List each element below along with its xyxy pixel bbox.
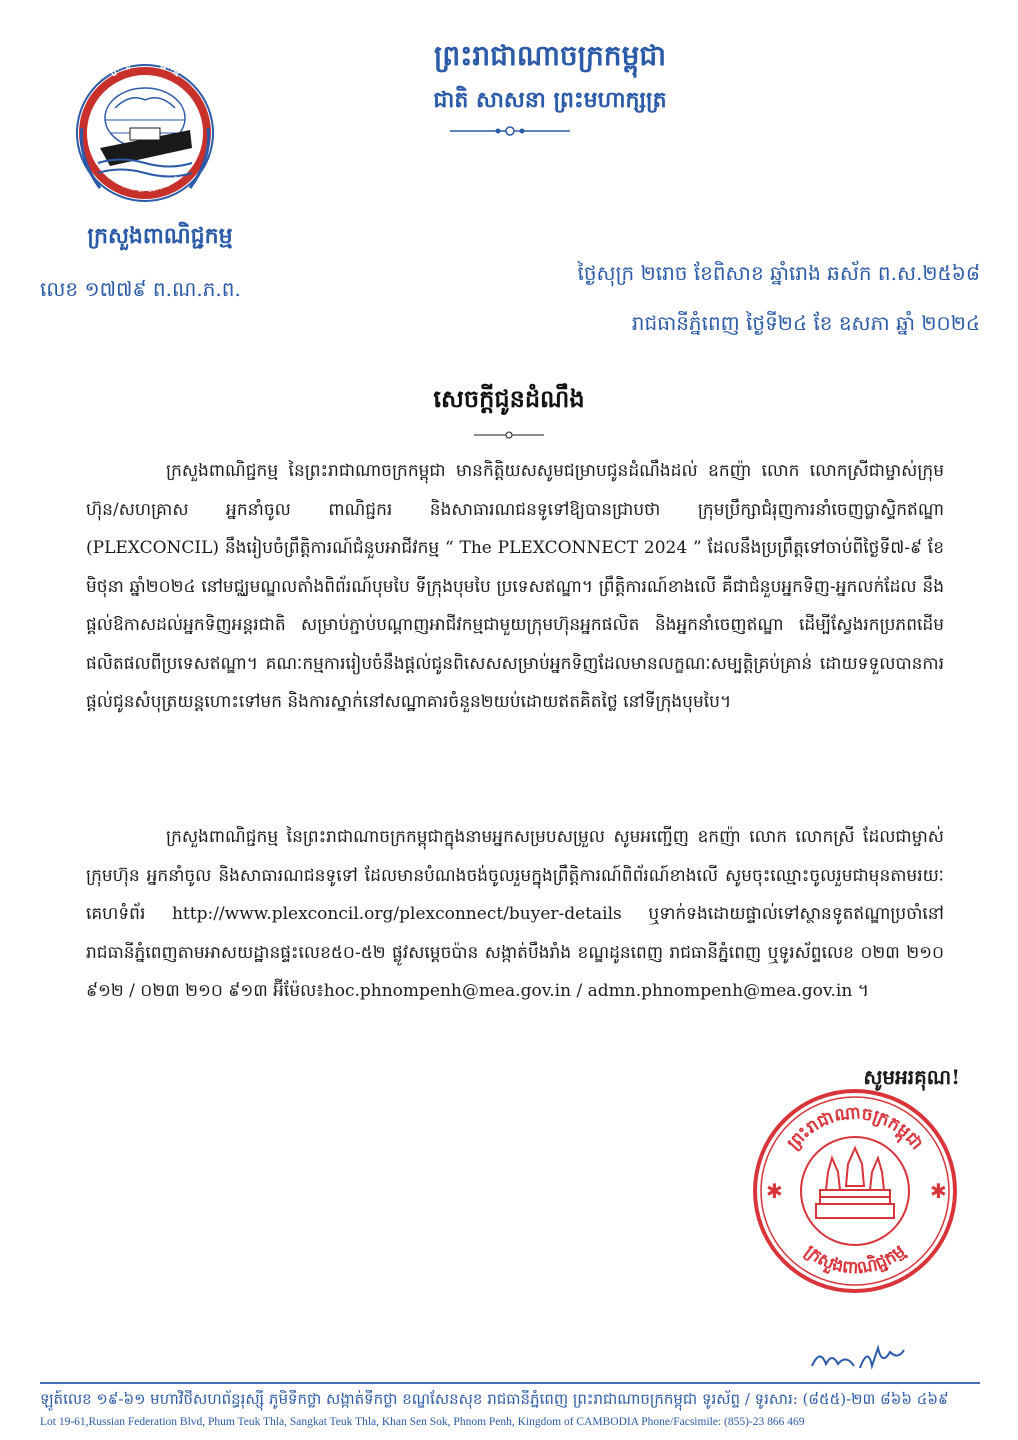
lunar-date: ថ្ងៃសុក្រ ២រោច ខែពិសាខ ឆ្នាំរោង ឆស័ក ព.ស.២៥៦៨ xyxy=(577,261,980,285)
solar-date: រាជធានីភ្នំពេញ ថ្ងៃទី២៤ ខែ ឧសភា ឆ្នាំ ២០២៤ xyxy=(631,311,980,335)
title-ornament-icon xyxy=(474,430,544,440)
body-paragraph-1: ក្រសួងពាណិជ្ជកម្ម នៃព្រះរាជាណាចក្រកម្ពុជា មានកិត្តិយសសូមជម្រាបជូនដំណឹងដល់ ឧកញ៉ា លោក លោកស្រីជាម្ចាស់ក្រុមហ៊ុន/សហគ្រាស អ្នកនាំចូល ពាណិជ្ជករ និងសាធារណជនទូទៅឱ្យបានជ្រាបថា ក្រុមប្រឹក្សាជំរុញការនាំចេញប្លាស្ទិកឥណ្ឌា (PLEXCONCIL) នឹងរៀបចំព្រឹត្តិការណ៍ជំនួបអាជីវកម្ម “ The PLEXCONNECT 2024 ” ដែលនឹងប្រព្រឹត្តទៅចាប់ពីថ្ងៃទី៧-៩ ខែមិថុនា ឆ្នាំ២០២៤ នៅមជ្ឈមណ្ឌលតាំងពិព័រណ៍បុមបៃ ទីក្រុងបុមបៃ ប្រទេសឥណ្ឌា។ ព្រឹត្តិការណ៍ខាងលើ គឺជាជំនួបអ្នកទិញ-អ្នកលក់ដែល នឹងផ្ដល់ឱកាសដល់អ្នកទិញអន្តរជាតិ សម្រាប់ភ្ជាប់បណ្ដាញអាជីវកម្មជាមួយក្រុមហ៊ុនអ្នកផលិត និងអ្នកនាំចេញឥណ្ឌា ដើម្បីស្វែងរកប្រភពដើមផលិតផលពីប្រទេសឥណ្ឌា។ គណៈកម្មការរៀបចំនឹងផ្ដល់ជូនពិសេសសម្រាប់អ្នកទិញដែលមានលក្ខណៈសម្បត្តិគ្រប់គ្រាន់ ដោយទទួលបានការផ្ដល់ជូនសំបុត្រយន្តហោះទៅមក និងការស្នាក់នៅសណ្ឋាគារចំនួន២យប់ដោយឥតគិតថ្លៃ នៅទីក្រុងបុមបៃ។ xyxy=(86,461,944,712)
body-paragraph-2: ក្រសួងពាណិជ្ជកម្ម នៃព្រះរាជាណាចក្រកម្ពុជាក្នុងនាមអ្នកសម្របសម្រួល សូមអញ្ជើញ ឧកញ៉ា លោក លោកស្រី ដែលជាម្ចាស់ក្រុមហ៊ុន អ្នកនាំចូល និងសាធារណជនទូទៅ ដែលមានបំណងចង់ចូលរួមក្នុងព្រឹត្តិការណ៍ពិព័រណ៍ខាងលើ សូមចុះឈ្មោះចូលរួមជាមុនតាមរយៈគេហទំព័រ http://www.plexconcil.org/plexconnect/buyer-details ឬទាក់ទងដោយផ្ទាល់ទៅស្ថានទូតឥណ្ឌាប្រចាំនៅរាជធានីភ្នំពេញតាមអាសយដ្ឋានផ្ទះលេខ៥០-៥២ ផ្លូវសម្ដេចប៉ាន សង្កាត់បឹងរាំង ខណ្ឌដូនពេញ រាជធានីភ្នំពេញ ឬទូរស័ព្ទលេខ ០២៣ ២១០ ៩១២ / ០២៣ ២១០ ៩១៣ អ៊ីម៉ែល៖hoc.phnompenh@mea.gov.in / admn.phnompenh@mea.gov.in ។ xyxy=(86,827,944,1001)
footer-address-khmer: ឡូត៍លេខ ១៩-៦១ មហាវិថីសហព័ន្ធរុស្ស៊ី ភូមិទឹកថ្លា សង្កាត់ទឹកថ្លា ខណ្ឌសែនសុខ រាជធានីភ្នំពេញ ព្រះរាជាណាចក្រកម្ពុជា ទូរស័ព្ទ / ទូរសារ: (៨៥៥)-២៣ ៨៦៦ ៤៦៩ xyxy=(40,1390,949,1408)
seal-text-bottom: ក្រសួងពាណិជ្ជកម្ម xyxy=(800,1241,910,1279)
official-seal-icon xyxy=(750,1086,960,1296)
ministry-logo-icon xyxy=(70,38,220,228)
seal-text-top: ព្រះរាជាណាចក្រកម្ពុជា xyxy=(783,1103,927,1154)
kingdom-heading: ព្រះរាជាណាចក្រកម្ពុជា xyxy=(433,39,666,72)
ministry-name: ក្រសួងពាណិជ្ជកម្ម xyxy=(87,223,233,249)
document-title: សេចក្ដីជូនដំណឹង xyxy=(433,384,585,413)
svg-text:✱: ✱ xyxy=(766,1179,783,1203)
reference-number: លេខ ១៧៧៩ ព.ណ.ភ.ព. xyxy=(40,277,241,301)
footer-divider xyxy=(40,1382,980,1384)
closing-thanks: សូមអរគុណ! xyxy=(863,1065,960,1089)
signature-icon xyxy=(808,1340,908,1376)
national-motto: ជាតិ សាសនា ព្រះមហាក្សត្រ xyxy=(433,87,667,113)
svg-text:ក្រសួងពាណិជ្ជកម្ម xyxy=(801,1241,910,1278)
logo-text-top: ក្រសួងពាណិជ្ជកម្ម xyxy=(105,52,185,78)
header-ornament-icon xyxy=(450,124,570,138)
svg-text:✱: ✱ xyxy=(930,1179,947,1203)
logo-text-bottom: MINISTRY OF COMMERCE xyxy=(109,174,181,194)
footer-address-english: Lot 19-61,Russian Federation Blvd, Phum Teuk Thla, Sangkat Teuk Thla, Khan Sen Sok, Phnom Penh, Kingdom of CAMBODIA Phone/Facsimile: (855)-23 866 469 xyxy=(40,1416,805,1428)
